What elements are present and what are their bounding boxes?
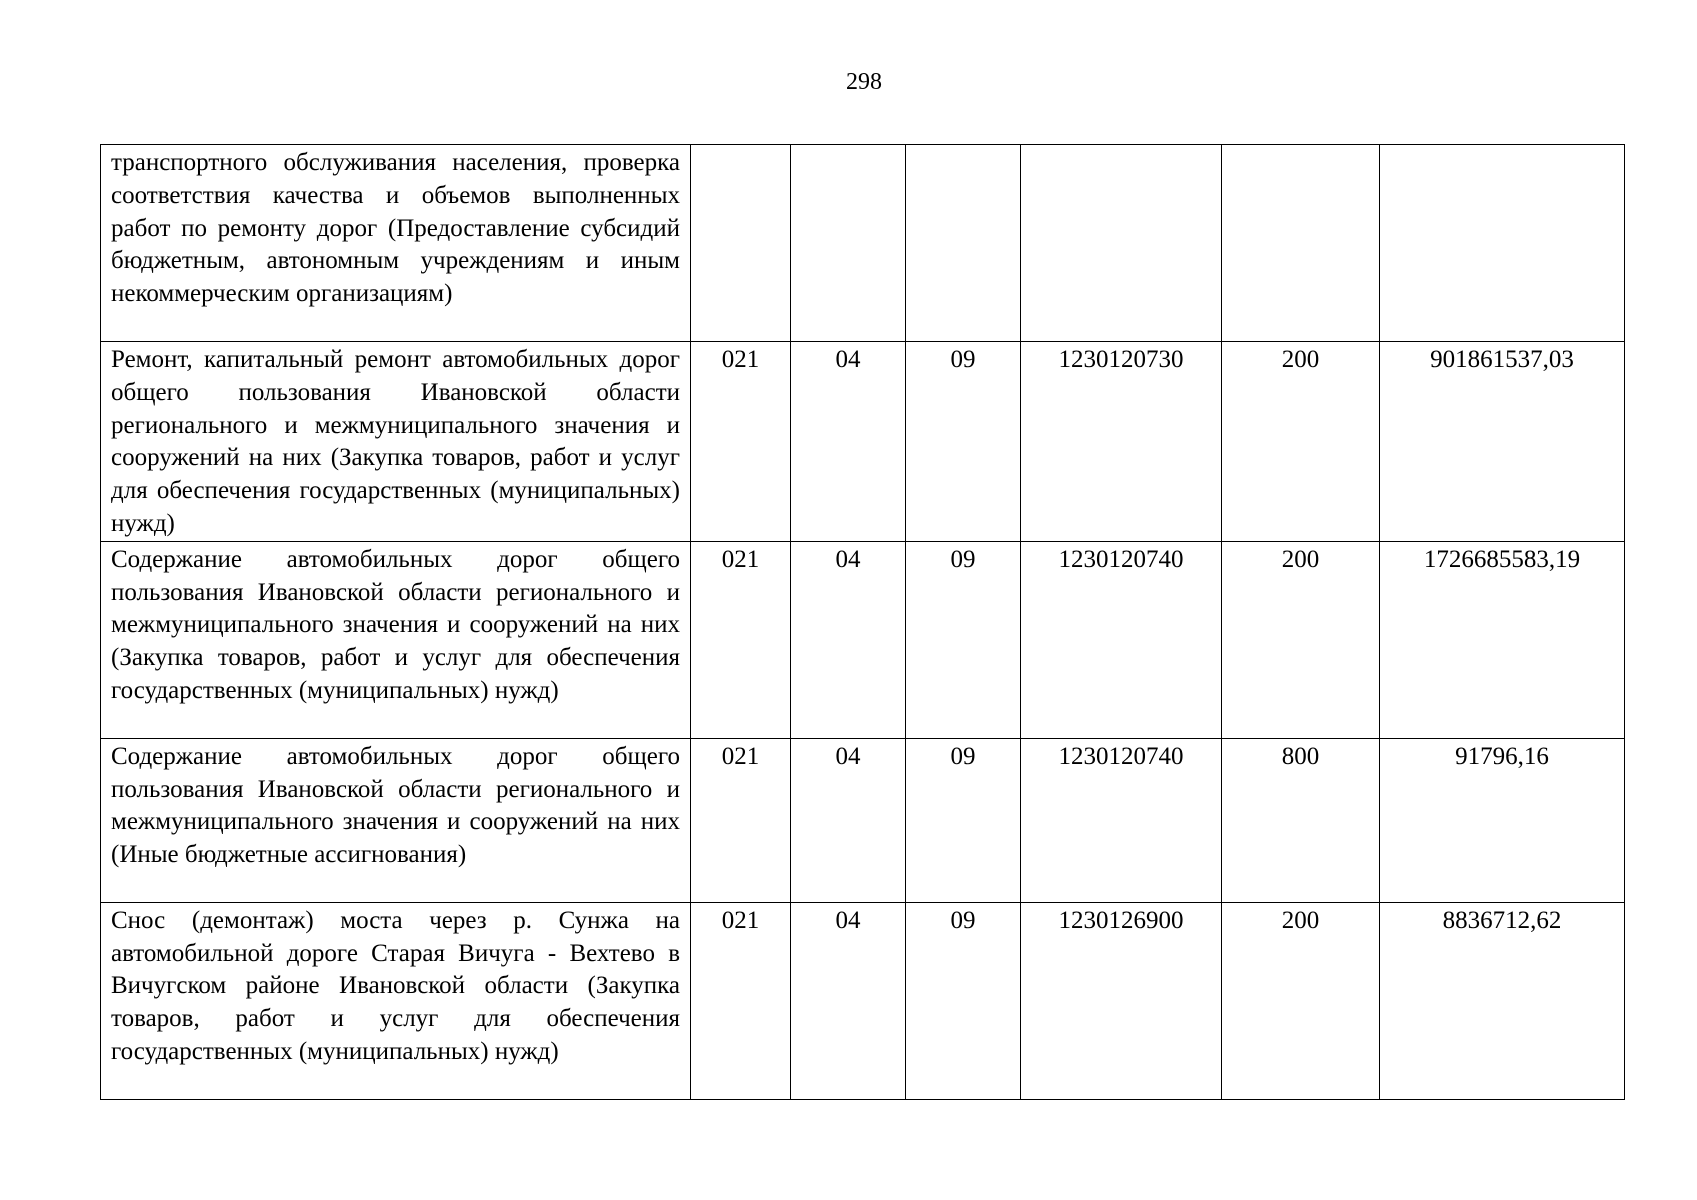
target-article-code: 1230126900	[1021, 902, 1222, 1099]
section-code: 04	[791, 738, 906, 902]
section-code: 04	[791, 342, 906, 542]
ministry-code: 021	[691, 902, 791, 1099]
row-description: Ремонт, капитальный ремонт автомобильных дорог общего пользования Ивановской области регионального и межмуниципального значения и сооружений на них (Закупка товаров, работ и услуг для обеспечения государственных (муниципальных) нужд)	[101, 342, 691, 542]
amount: 91796,16	[1380, 738, 1625, 902]
row-description: транспортного обслуживания населения, проверка соответствия качества и объемов выполненных работ по ремонту дорог (Предоставление субсидий бюджетным, автономным учреждениям и иным некоммерческим организациям)	[101, 145, 691, 342]
table-row	[101, 342, 1625, 542]
section-code: 04	[791, 902, 906, 1099]
row-description: Содержание автомобильных дорог общего пользования Ивановской области регионального и межмуниципального значения и сооружений на них (Закупка товаров, работ и услуг для обеспечения государственных (муниципальных) нужд)	[101, 541, 691, 738]
expense-type-code: 200	[1222, 541, 1380, 738]
ministry-code: 021	[691, 342, 791, 542]
table-row	[101, 902, 1625, 1099]
expense-type-code: 800	[1222, 738, 1380, 902]
budget-table	[100, 144, 1625, 1100]
expense-type-code: 200	[1222, 902, 1380, 1099]
page-number: 298	[846, 69, 882, 95]
target-article-code	[1021, 145, 1222, 342]
target-article-code: 1230120730	[1021, 342, 1222, 542]
expense-type-code: 200	[1222, 342, 1380, 542]
subsection-code: 09	[906, 342, 1021, 542]
target-article-code: 1230120740	[1021, 738, 1222, 902]
expense-type-code	[1222, 145, 1380, 342]
amount	[1380, 145, 1625, 342]
subsection-code: 09	[906, 902, 1021, 1099]
subsection-code	[906, 145, 1021, 342]
ministry-code: 021	[691, 738, 791, 902]
table-row	[101, 738, 1625, 902]
section-code: 04	[791, 541, 906, 738]
table-row	[101, 541, 1625, 738]
subsection-code: 09	[906, 541, 1021, 738]
amount: 1726685583,19	[1380, 541, 1625, 738]
ministry-code	[691, 145, 791, 342]
table-row	[101, 145, 1625, 342]
section-code	[791, 145, 906, 342]
amount: 901861537,03	[1380, 342, 1625, 542]
target-article-code: 1230120740	[1021, 541, 1222, 738]
row-description: Снос (демонтаж) моста через р. Сунжа на автомобильной дороге Старая Вичуга - Вехтево в Вичугском районе Ивановской области (Закупка товаров, работ и услуг для обеспечения государственных (муниципальных) нужд)	[101, 902, 691, 1099]
ministry-code: 021	[691, 541, 791, 738]
subsection-code: 09	[906, 738, 1021, 902]
row-description: Содержание автомобильных дорог общего пользования Ивановской области регионального и межмуниципального значения и сооружений на них (Иные бюджетные ассигнования)	[101, 738, 691, 902]
amount: 8836712,62	[1380, 902, 1625, 1099]
